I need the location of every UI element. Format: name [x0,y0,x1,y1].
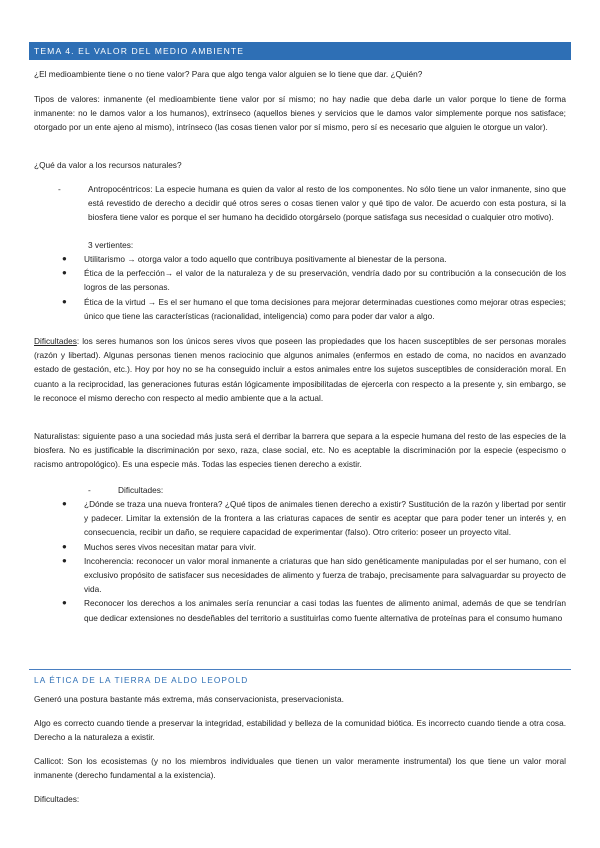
dificultades-3-label: Dificultades: [34,794,80,804]
callicot-paragraph: Callicot: Son los ecosistemas (y no los miembros individuales que tienen un valor meramente instrumental) los que tiene un valor moral inmanente (derecho fundamental a la existencia). [34,756,566,781]
dificultades-paragraph-1 [34,334,566,405]
bullet-marker: ● [62,254,67,263]
bullet-marker: ● [62,268,67,278]
list-item [62,596,566,624]
section-heading-tema4: TEMA 4. EL VALOR DEL MEDIO AMBIENTE [29,42,571,60]
bullet-marker: ● [62,296,67,306]
section-divider [29,669,571,670]
dash-marker: - [58,184,61,194]
list-item [62,540,566,554]
dash-marker: - [88,485,91,495]
list-item [62,295,566,323]
vertientes-list [62,252,566,323]
list-item-text: ¿Dónde se traza una nueva frontera? ¿Qué tipos de animales tienen derecho a existir? Sustitución de la razón y libertad por sentir y padecer. Limitar la extensión de la frontera a las criaturas capaces de sentir es aceptar que para poder tener un interés y, en consecuencia, recibir un daño, se requiere capacidad de experimentar (falso). Otro criterio: poseer un proyecto vital. [84,499,566,538]
dificultades-2-list [62,497,566,625]
naturalistas-paragraph: Naturalistas: siguiente paso a una sociedad más justa será el derribar la barrera que separa a la especie humana del resto de las especies de la biosfera. No es justificable la discriminación por sexo, raza, clase social, etc. No es aceptable la discriminación por la especie (especismo o racismo antropológico). Es una especie más. Todas las especies tienen derecho a existir. [34,431,566,470]
leopold-paragraph-2: Algo es correcto cuando tiende a preservar la integridad, estabilidad y belleza de la comunidad biótica. Es incorrecto cuando tiende a otra cosa. Derecho a la naturaleza a existir. [34,718,566,743]
intro-question: ¿El medioambiente tiene o no tiene valor? Para que algo tenga valor alguien se lo tiene que dar. ¿Quién? [34,69,423,79]
vertientes-label: 3 vertientes: [88,240,134,250]
recursos-question: ¿Qué da valor a los recursos naturales? [34,160,182,170]
antropocentricos-item [58,182,566,225]
antropocentricos-text: Antropocéntricos: La especie humana es quien da valor al resto de los componentes. No sólo tiene un valor inmanente, sino que está revestido de derecho a decidir qué otros seres o cosas tienen valor y qué tipo de valor. De acuerdo con esta postura, si la biosfera tiene valor es porque el ser humano ha decidido otorgárselo (porque satisfaga sus necesidad o cualquier otro motivo). [88,184,566,223]
list-item-text: Ética de la virtud → Es el ser humano el que toma decisiones para mejorar determinadas cuestiones como mejorar otras especies; único que tiene las características (racionalidad, inteligencia) como para poder dar valor a algo. [84,296,566,321]
list-item [62,497,566,540]
list-item [62,554,566,597]
list-item-text: Utilitarismo → otorga valor a todo aquello que contribuya positivamente al bienestar de la persona. [84,254,447,264]
dificultades-2-heading [88,483,596,497]
bullet-marker: ● [62,499,67,508]
dificultades-2-label: Dificultades: [118,485,164,495]
list-item-text: Ética de la perfección→ el valor de la naturaleza y de su preservación, vendría dado por su contribución a la consecución de los logros de las personas. [84,268,566,293]
list-item [62,252,566,266]
dificultades-text: : los seres humanos son los únicos seres vivos que poseen las propiedades que los hacen susceptibles de ser personas morales (razón y libertad). Algunas personas tienen menos raciocinio que algunos animales (enfermos en estado de coma, no nacidos en avanzado estado de gestación, etc.). Hoy por hoy no se ha conseguido incluir a estos animales entre los sujetos susceptibles de consideración moral. En cuanto a la reciprocidad, las generaciones futuras están lógicamente imposibilitadas de ejercerla con respecto a la presente y, sin embargo, se le reconoce el mismo derecho con respecto al medio ambiente que a la actual. [34,336,566,403]
list-item-text: Incoherencia: reconocer un valor moral inmanente a criaturas que han sido genéticamente manipuladas por el ser humano, con el exclusivo propósito de satisfacer sus necesidades de alimento y fuerza de trabajo, precisamente para salvaguardar su proyecto de vida. [84,555,566,595]
dificultades-label: Dificultades [34,336,77,346]
tipos-valores-paragraph: Tipos de valores: inmanente (el medioambiente tiene valor por sí mismo; no hay nadie que deba darle un valor porque lo tiene de forma inmanente: no le damos valor a los humanos), extrínseco (aquellos bienes y servicios que le damos valor simplemente porque nos satisface; otorgado por un ente ajeno al mismo), intrínseco (las cosas tienen valor por sí mismo, pero sí es necesario que alguien le otorgue un valor). [34,94,566,133]
bullet-marker: ● [62,598,67,608]
bullet-marker: ● [62,541,67,551]
list-item [62,266,566,294]
list-item-text: Reconocer los derechos a los animales sería renunciar a casi todas las fuentes de alimento animal, además de que se tendrían que dedicar extensiones no desdeñables del territorio a sustituirlas como fuente alternativa de proteínas para el consumo humano [84,598,566,623]
bullet-marker: ● [62,555,67,565]
list-item-text: Muchos seres vivos necesitan matar para vivir. [84,541,256,552]
leopold-paragraph-1: Generó una postura bastante más extrema, más conservacionista, preservacionista. [34,694,344,704]
section-heading-leopold: LA ÉTICA DE LA TIERRA DE ALDO LEOPOLD [34,675,249,685]
